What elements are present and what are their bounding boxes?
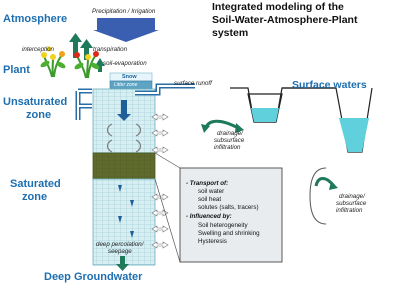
- soil-evaporation-label: soil-evaporation: [103, 60, 147, 67]
- interception-label: interception: [22, 46, 54, 53]
- unsaturated-label-line1: Unsaturated: [3, 96, 68, 108]
- info-box-line7: Swelling and shrinking: [198, 230, 260, 237]
- surface-water-basin-2: [282, 88, 372, 152]
- info-box-line4: solutes (salts, tracers): [198, 204, 259, 211]
- drainage-bracket: [310, 168, 326, 224]
- diagram-title-line3: system: [212, 27, 249, 39]
- deep-percolation-line1: deep percolation/: [96, 241, 144, 248]
- info-box-line6: Soil heterogeneity: [198, 222, 248, 229]
- saturated-label-line1: Saturated: [10, 178, 61, 190]
- precipitation-arrow: [93, 18, 159, 42]
- drainage-arrow-2: [316, 179, 338, 191]
- drainage2-line1: drainage/: [339, 193, 365, 200]
- info-box-line3: soil heat: [198, 196, 222, 203]
- diagram-title-line2: Soil-Water-Atmosphere-Plant: [212, 14, 358, 26]
- plant-label: Plant: [3, 64, 30, 76]
- surface-flow-pipes: [78, 91, 92, 120]
- drainage2-line2: subsurface: [336, 200, 367, 207]
- litter-label: Litter zone: [114, 82, 138, 88]
- precipitation-label: Precipitation / Irrigation: [92, 8, 156, 15]
- info-box-line1: - Transport of:: [186, 180, 229, 187]
- snow-label: Snow: [122, 74, 137, 80]
- drainage1-line2: subsurface: [214, 137, 245, 144]
- info-box-line2: soil water: [198, 188, 225, 195]
- unsaturated-label-line2: zone: [26, 109, 52, 121]
- info-box-line8: Hysteresis: [198, 238, 227, 245]
- surface-water-basin-1: [230, 88, 300, 122]
- saturated-band: [93, 153, 155, 179]
- diagram-title-line1: Integrated modeling of the: [212, 1, 344, 13]
- plant-right-icon: [73, 51, 100, 78]
- deep-percolation-line2: seepage: [108, 248, 132, 255]
- atmosphere-label: Atmosphere: [3, 13, 68, 25]
- saturated-label-line2: zone: [22, 191, 48, 203]
- transpiration-label: transpiration: [93, 46, 128, 53]
- drainage1-line3: infiltration: [214, 144, 241, 151]
- surface-waters-label: Surface waters: [292, 79, 367, 91]
- drainage2-line3: infiltration: [336, 207, 363, 214]
- deep-groundwater-label: Deep Groundwater: [44, 271, 143, 283]
- drainage1-line1: drainage/: [217, 130, 243, 137]
- info-box-line5: - Influenced by:: [186, 213, 232, 220]
- surface-runoff-label: surface runoff: [174, 80, 212, 87]
